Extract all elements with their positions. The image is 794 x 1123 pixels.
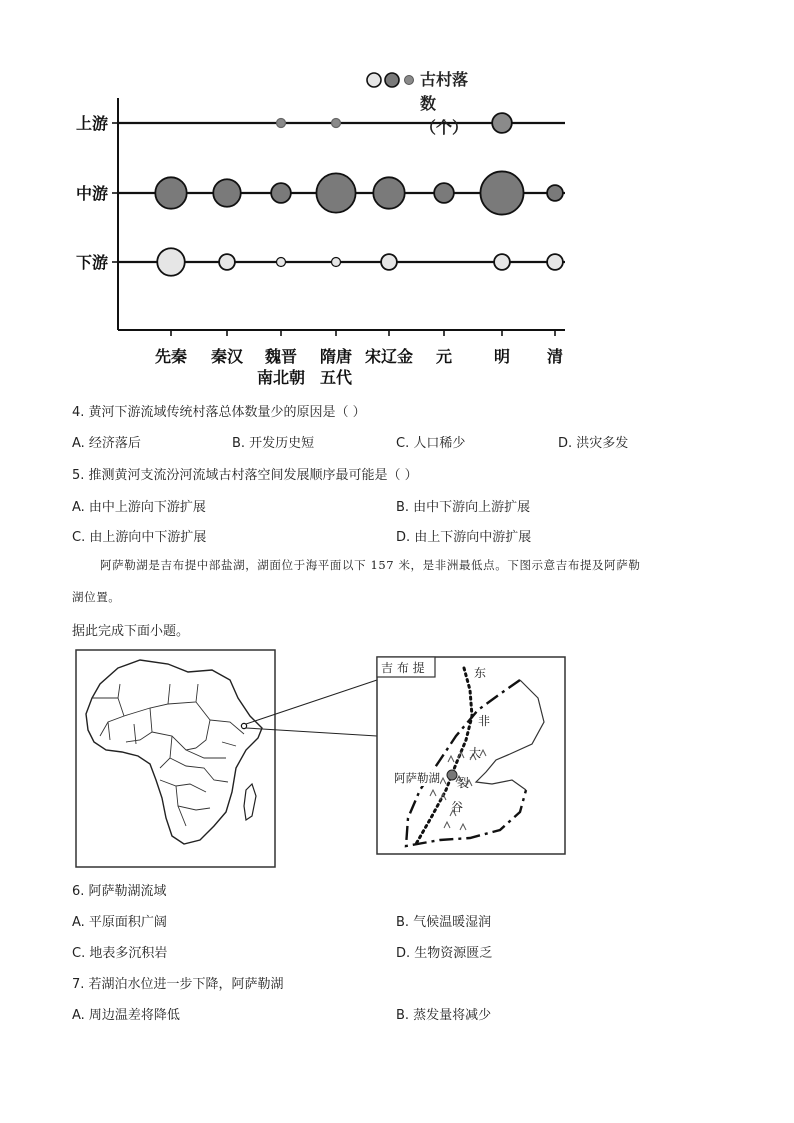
q6-option-a[interactable]: A. 平原面积广阔	[72, 915, 167, 930]
legend-circle-dark	[385, 73, 399, 87]
passage-line-2: 湖位置。	[72, 590, 121, 604]
q5-option-d[interactable]: D. 由上下游向中游扩展	[396, 530, 532, 545]
lake-label: 阿萨勒湖	[394, 771, 440, 785]
bubble-中游-6	[434, 183, 454, 203]
q5-option-c[interactable]: C. 由上游向中下游扩展	[72, 530, 207, 545]
q5-stem: 5. 推测黄河支流汾河流域古村落空间发展顺序最可能是（ ）	[72, 468, 418, 483]
row-label-2: 中游	[75, 184, 108, 203]
category-label-4-1: 隋唐	[319, 347, 353, 366]
bubble-中游-8	[547, 185, 563, 201]
instruction: 据此完成下面小题。	[72, 624, 190, 639]
bubble-上游-3	[277, 119, 286, 128]
legend-label: 古村落数（个）	[420, 70, 469, 137]
inset-title: 吉 布 提	[381, 661, 425, 675]
bubble-下游-8	[547, 254, 563, 270]
rift-char-4: 裂	[457, 776, 470, 790]
rift-char-1: 东	[474, 666, 487, 680]
bubble-中游-4	[316, 173, 355, 212]
bubble-下游-5	[381, 254, 397, 270]
bubble-chart	[0, 0, 794, 395]
q6-option-b[interactable]: B. 气候温暖湿润	[396, 915, 492, 930]
bubble-下游-2	[219, 254, 235, 270]
rift-char-2: 非	[478, 714, 491, 728]
bubble-中游-2	[213, 179, 241, 207]
category-label-4-2: 五代	[319, 368, 353, 387]
bubble-下游-7	[494, 254, 510, 270]
category-label-2-1: 秦汉	[210, 347, 244, 366]
q7-option-a[interactable]: A. 周边温差将降低	[72, 1008, 180, 1023]
category-label-1-1: 先秦	[154, 347, 188, 366]
chart-svg	[0, 0, 794, 395]
passage-line-1: 阿萨勒湖是吉布提中部盐湖，湖面位于海平面以下 157 米，是非洲最低点。下图示意吉布提及阿萨勒	[100, 558, 641, 572]
map-figure	[0, 640, 794, 870]
q5-option-a[interactable]: A. 由中上游向下游扩展	[72, 500, 206, 515]
bubble-上游-4	[332, 119, 341, 128]
category-label-6-1: 元	[435, 347, 453, 366]
q4-option-a[interactable]: A. 经济落后	[72, 436, 141, 451]
legend-circle-small	[405, 76, 414, 85]
category-label-3-1: 魏晋	[264, 347, 298, 366]
row-label-3: 下游	[75, 253, 108, 272]
q4-option-c[interactable]: C. 人口稀少	[396, 436, 466, 451]
bubble-中游-7	[480, 171, 523, 214]
rift-char-5: 谷	[451, 800, 464, 814]
bubble-下游-3	[277, 258, 286, 267]
category-label-8-1: 清	[546, 347, 564, 366]
bubble-中游-3	[271, 183, 291, 203]
legend-swatches	[366, 68, 418, 92]
q6-option-c[interactable]: C. 地表多沉积岩	[72, 946, 168, 961]
bubble-上游-7	[492, 113, 512, 133]
djibouti-marker	[241, 723, 246, 728]
q4-option-b[interactable]: B. 开发历史短	[232, 436, 315, 451]
q6-stem: 6. 阿萨勒湖流域	[72, 884, 167, 899]
row-label-1: 上游	[75, 114, 108, 133]
category-label-7-1: 明	[493, 347, 511, 366]
q5-option-b[interactable]: B. 由中下游向上游扩展	[396, 500, 531, 515]
legend-circle-light	[367, 73, 381, 87]
q7-stem: 7. 若湖泊水位进一步下降，阿萨勒湖	[72, 977, 284, 992]
q4-stem: 4. 黄河下游流域传统村落总体数量少的原因是（ ）	[72, 405, 366, 420]
q6-option-d[interactable]: D. 生物资源匮乏	[396, 946, 493, 961]
q7-option-b[interactable]: B. 蒸发量将减少	[396, 1008, 492, 1023]
bubble-下游-4	[332, 258, 341, 267]
bubble-中游-5	[373, 177, 404, 208]
bubble-中游-1	[155, 177, 186, 208]
rift-char-3: 大	[469, 746, 482, 760]
lake-assal	[447, 770, 457, 780]
category-label-5-1: 宋辽金	[364, 347, 414, 366]
category-label-3-2: 南北朝	[256, 368, 306, 387]
bubble-下游-1	[157, 248, 185, 276]
q4-option-d[interactable]: D. 洪灾多发	[558, 436, 629, 451]
